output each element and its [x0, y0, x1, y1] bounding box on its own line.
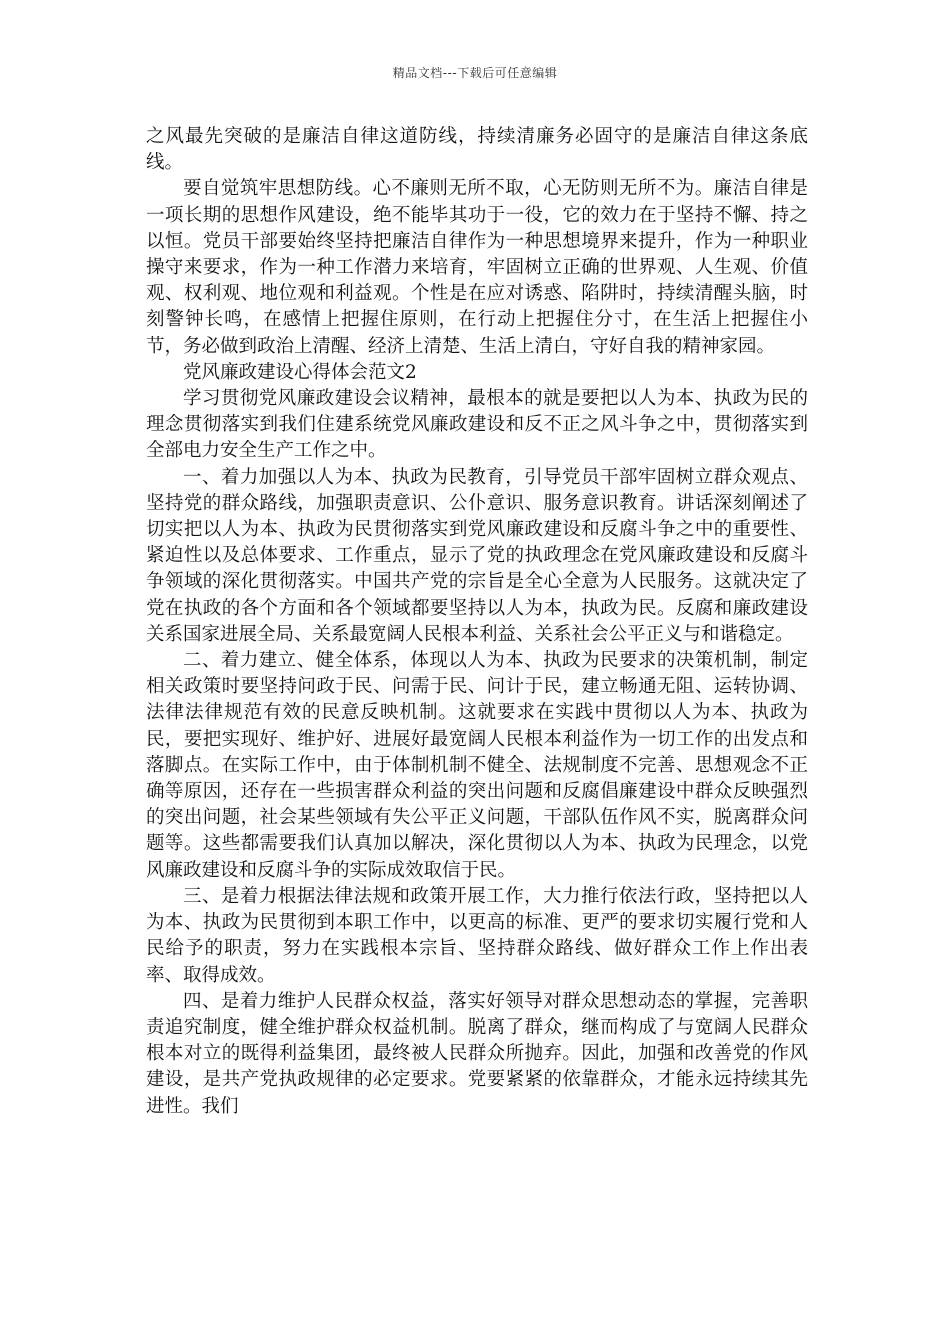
paragraph-intro: 学习贯彻党风廉政建设会议精神，最根本的就是要把以人为本、执政为民的理念贯彻落实到我们住建系统党风廉政建设和反不正之风斗争之中，贯彻落实到全部电力安全生产工作之中。 [146, 388, 808, 462]
paragraph-point-two: 二、着力建立、健全体系，体现以人为本、执政为民要求的决策机制，制定相关政策时要坚持问政于民、问需于民、问计于民，建立畅通无阻、运转协调、法律法律规范有效的民意反映机制。这就要求在实践中贯彻以人为本、执政为民，要把实现好、维护好、进展好最宽阔人民根本利益作为一切工作的出发点和落脚点。在实际工作中，由于体制机制不健全、法规制度不完善、思想观念不正确等原因，还存在一些损害群众利益的突出问题和反腐倡廉建设中群众反映强烈的突出问题，社会某些领域有失公平正义问题，干部队伍作风不实，脱离群众问题等。这些都需要我们认真加以解决，深化贯彻以人为本、执政为民理念，以党风廉政建设和反腐斗争的实际成效取信于民。 [146, 650, 808, 881]
document-body [146, 124, 808, 1120]
page-header: 精品文档---下载后可任意编辑 [392, 66, 558, 80]
paragraph-point-one: 一、着力加强以人为本、执政为民教育，引导党员干部牢固树立群众观点、坚持党的群众路线，加强职责意识、公仆意识、服务意识教育。讲话深刻阐述了切实把以人为本、执政为民贯彻落实到党风廉政建设和反腐斗争之中的重要性、紧迫性以及总体要求、工作重点，显示了党的执政理念在党风廉政建设和反腐斗争领域的深化贯彻落实。中国共产党的宗旨是全心全意为人民服务。这就决定了党在执政的各个方面和各个领域都要坚持以人为本，执政为民。反腐和廉政建设关系国家进展全局、关系最宽阔人民根本利益、关系社会公平正义与和谐稳定。 [146, 466, 808, 645]
section-title: 党风廉政建设心得体会范文2 [183, 361, 417, 383]
paragraph-ideological-defense: 要自觉筑牢思想防线。心不廉则无所不取，心无防则无所不为。廉洁自律是一项长期的思想作风建设，绝不能毕其功于一役，它的效力在于坚持不懈、持之以恒。党员干部要始终坚持把廉洁自律作为一种思想境界来提升，作为一种职业操守来要求，作为一种工作潜力来培育，牢固树立正确的世界观、人生观、价值观、权利观、地位观和利益观。个性是在应对诱惑、陷阱时，持续清醒头脑，时刻警钟长鸣，在感情上把握住原则，在行动上把握住分寸，在生活上把握住小节，务必做到政治上清醒、经济上清楚、生活上清白，守好自我的精神家园。 [146, 178, 808, 357]
paragraph-point-three: 三、是着力根据法律法规和政策开展工作，大力推行依法行政，坚持把以人为本、执政为民贯彻到本职工作中，以更高的标准、更严的要求切实履行党和人民给予的职责，努力在实践根本宗旨、坚持群众路线、做好群众工作上作出表率、取得成效。 [146, 885, 808, 986]
paragraph-point-four: 四、是着力维护人民群众权益，落实好领导对群众思想动态的掌握，完善职责追究制度，健全维护群众权益机制。脱离了群众，继而构成了与宽阔人民群众根本对立的既得利益集团，最终被人民群众所抛弃。因此，加强和改善党的作风建设，是共产党执政规律的必定要求。党要紧紧的依靠群众，才能永远持续其先进性。我们 [146, 990, 808, 1117]
paragraph-continuation: 之风最先突破的是廉洁自律这道防线，持续清廉务必固守的是廉洁自律这条底线。 [146, 126, 808, 174]
